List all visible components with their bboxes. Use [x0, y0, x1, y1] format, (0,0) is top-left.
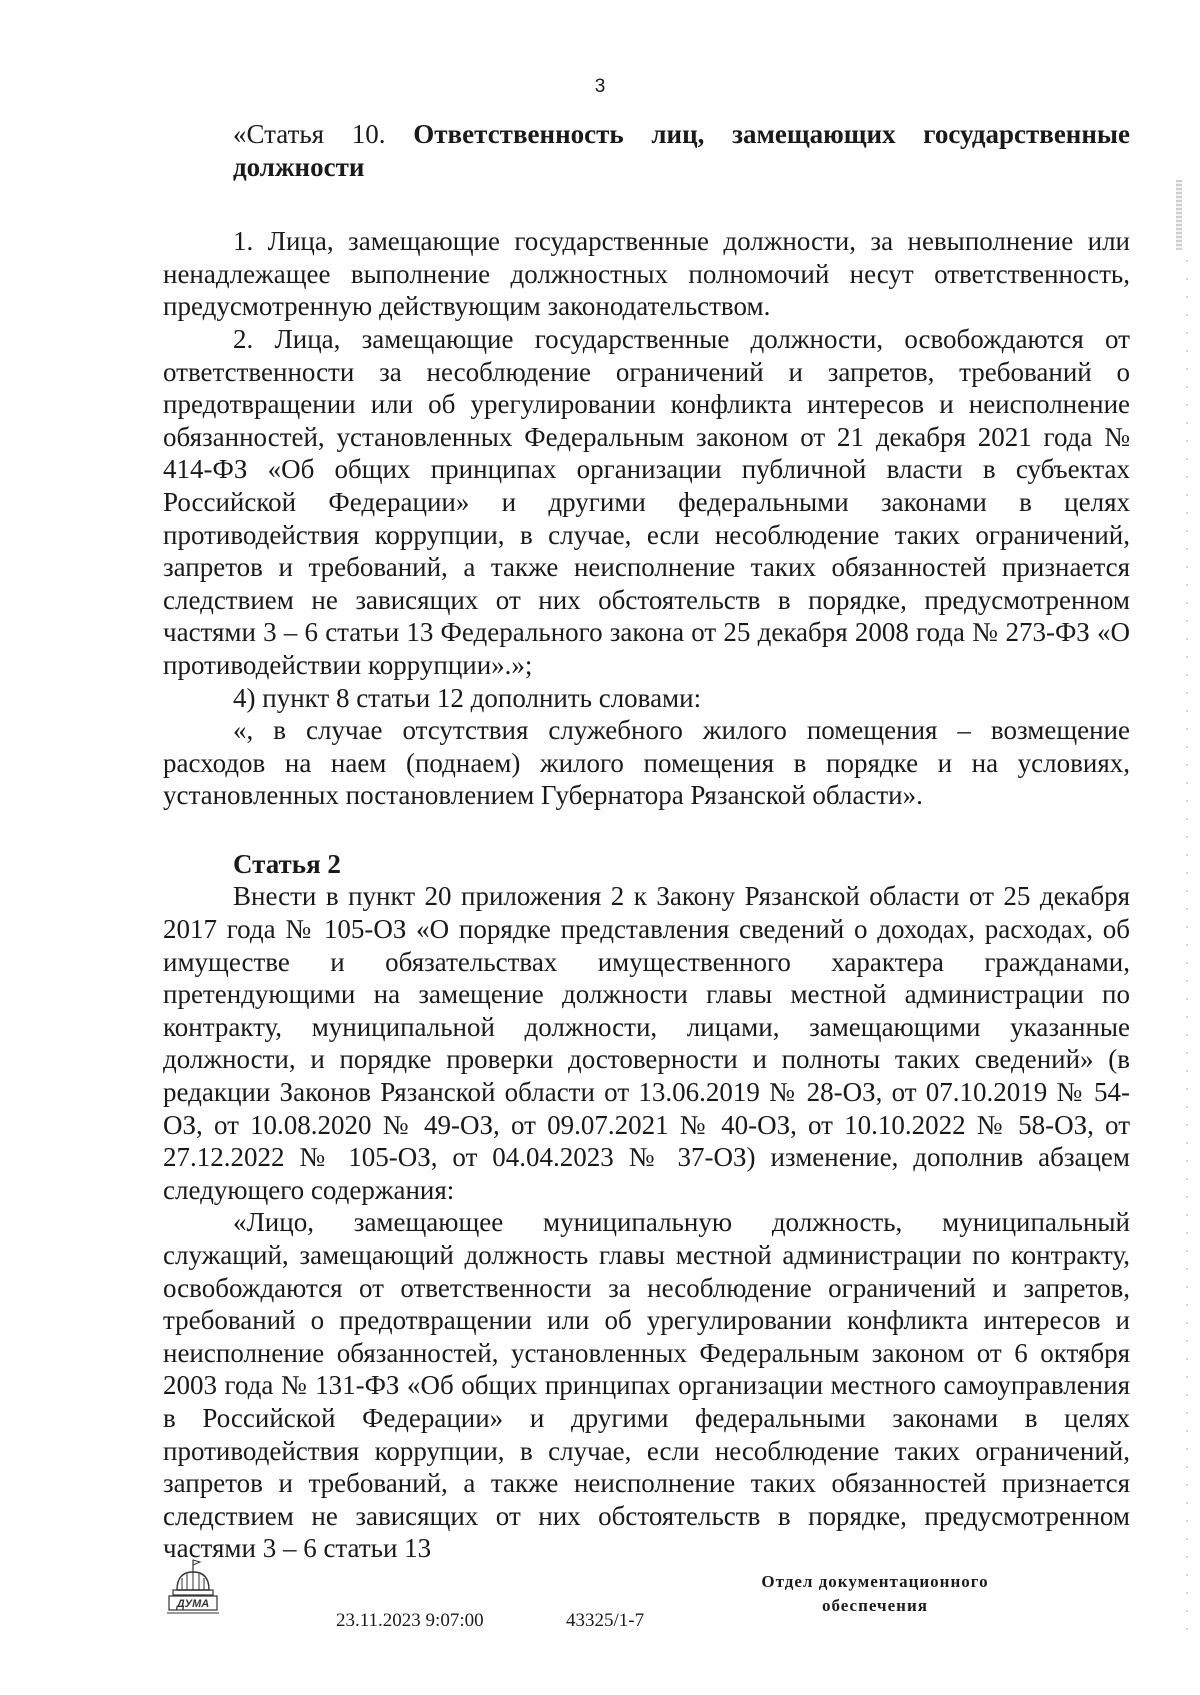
article2-title: Статья 2 — [233, 848, 341, 879]
page-number: 3 — [594, 76, 606, 97]
article10-heading — [163, 118, 1130, 183]
amendment-item-4: 4) пункт 8 статьи 12 дополнить словами: — [233, 682, 702, 713]
scan-edge-mark — [1176, 180, 1182, 250]
article10-title: Ответственность лиц, замещающих государственные должности — [233, 119, 1130, 182]
footer-date: 23.11.2023 9:07:00 — [336, 1610, 484, 1631]
article10-paragraph-2: 2. Лица, замещающие государственные должности, освобождаются от ответственности за несоблюдение ограничений и запретов, требований о предотвращении или об урегулировании конфликта интересов и неисполнение обязанностей, установленных Федеральным законом от 21 декабря 2021 года № 414-ФЗ «Об общих принципах организации публичной власти в субъектах Российской Федерации» и другими федеральными законами в целях противодействия коррупции, в случае, если несоблюдение таких ограничений, запретов и требований, а также неисполнение таких обязанностей признается следствием не зависящих от них обстоятельств в порядке, предусмотренном частями 3 – 6 статьи 13 Федерального закона от 25 декабря 2008 года № 273-ФЗ «О противодействии коррупции».»; — [163, 323, 1130, 680]
article10-paragraph-1: 1. Лица, замещающие государственные должности, за невыполнение или ненадлежащее выполнение должностных полномочий несут ответственность, предусмотренную действующим законодательством. — [163, 226, 1130, 322]
duma-logo — [165, 1558, 221, 1625]
article2-paragraph-1: Внести в пункт 20 приложения 2 к Закону Рязанской области от 25 декабря 2017 года № 105-ОЗ «О порядке представления сведений о доходах, расходах, об имуществе и обязательствах имущественного характера гражданами, претендующими на замещение должности главы местной администрации по контракту, муниципальной должности, лицами, замещающими указанные должности, и порядке проверки достоверности и полноты таких сведений» (в редакции Законов Рязанской области от 13.06.2019 № 28-ОЗ, от 07.10.2019 № 54-ОЗ, от 10.08.2020 № 49-ОЗ, от 09.07.2021 № 40-ОЗ, от 10.10.2022 № 58-ОЗ, от 27.12.2022 № 105-ОЗ, от 04.04.2023 № 37-ОЗ) изменение, дополнив абзацем следующего содержания: — [163, 881, 1130, 1205]
footer-department-line2: обеспечения — [822, 1596, 928, 1615]
footer-reg-number: 43325/1-7 — [566, 1610, 645, 1631]
footer-department-line1: Отдел документационного — [761, 1572, 989, 1591]
article2-paragraph-2: «Лицо, замещающее муниципальную должность, муниципальный служащий, замещающий должность главы местной администрации по контракту, освобождаются от ответственности за несоблюдение ограничений и запретов, требований о предотвращении или об урегулировании конфликта интересов и неисполнение обязанностей, установленных Федеральным законом от 6 октября 2003 года № 131-ФЗ «Об общих принципах организации местного самоуправления в Российской Федерации» и другими федеральными законами в целях противодействия коррупции, в случае, если несоблюдение таких ограничений, запретов и требований, а также неисполнение таких обязанностей признается следствием не зависящих от них обстоятельств в порядке, предусмотренном частями 3 – 6 статьи 13 — [163, 1207, 1130, 1564]
document-body — [163, 118, 1130, 1565]
article10-label: «Статья 10. — [233, 119, 386, 149]
scan-dots — [1186, 260, 1188, 1640]
footer-department — [730, 1570, 1020, 1618]
amendment-item-4-text: «, в случае отсутствия служебного жилого помещения – возмещение расходов на наем (поднаем) жилого помещения в порядке и на условиях, установленных постановлением Губернатора Рязанской области». — [163, 715, 1130, 811]
logo-text: ДУМА — [176, 1598, 210, 1610]
